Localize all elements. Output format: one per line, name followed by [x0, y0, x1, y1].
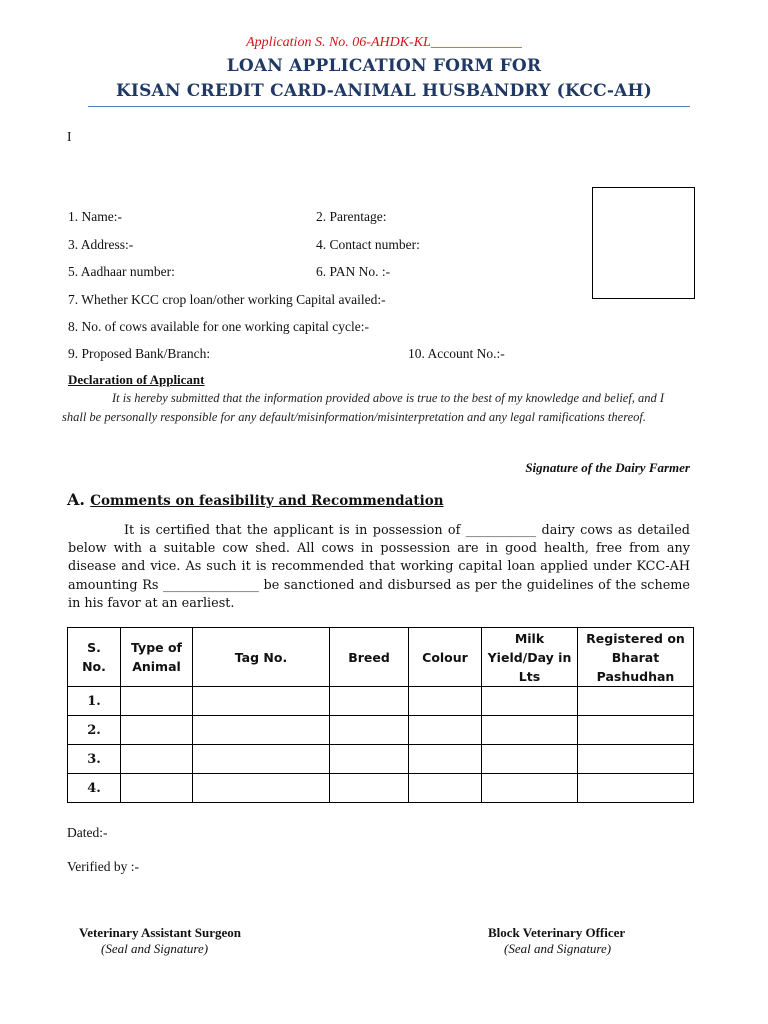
section-a-title: Comments on feasibility and Recommendation	[90, 493, 444, 509]
cell-colour[interactable]	[409, 716, 482, 745]
header-tag-no: Tag No.	[193, 628, 330, 687]
cell-tag[interactable]	[193, 716, 330, 745]
table-row	[68, 774, 694, 803]
field-name: 1. Name:-	[68, 209, 122, 224]
cell-colour[interactable]	[409, 687, 482, 716]
cell-registered[interactable]	[578, 774, 694, 803]
cell-type[interactable]	[121, 716, 193, 745]
intro-letter: I	[67, 129, 72, 144]
declaration-heading: Declaration of Applicant	[68, 372, 205, 387]
form-title-line-2: KISAN CREDIT CARD-ANIMAL HUSBANDRY (KCC-AH)	[115, 81, 653, 101]
cell-milk[interactable]	[482, 745, 578, 774]
field-pan-number: 6. PAN No. :-	[316, 264, 391, 279]
vas-seal-signature: (Seal and Signature)	[101, 941, 209, 956]
cell-milk[interactable]	[482, 687, 578, 716]
cell-tag[interactable]	[193, 687, 330, 716]
cell-breed[interactable]	[330, 774, 409, 803]
cell-type[interactable]	[121, 774, 193, 803]
animal-details-table	[67, 627, 694, 803]
header-milk-yield: Milk Yield/Day in Lts	[482, 628, 578, 687]
cell-milk[interactable]	[482, 716, 578, 745]
declaration-line-1: It is hereby submitted that the information provided above is true to the best of my knowledge and belief, and I	[112, 391, 665, 405]
cell-registered[interactable]	[578, 716, 694, 745]
dated-label: Dated:-	[67, 825, 108, 840]
row-number: 2.	[68, 716, 121, 745]
table-row	[68, 745, 694, 774]
field-account-number: 10. Account No.:-	[408, 346, 505, 361]
field-kcc-availed: 7. Whether KCC crop loan/other working Capital availed:-	[68, 292, 386, 307]
cell-breed[interactable]	[330, 745, 409, 774]
declaration-line-2: shall be personally responsible for any default/misinformation/misinterpretation and any legal ramifications thereof.	[62, 410, 646, 424]
cell-milk[interactable]	[482, 774, 578, 803]
bvo-signature-title: Block Veterinary Officer	[488, 925, 626, 940]
header-sno: S. No.	[68, 628, 121, 687]
row-number: 3.	[68, 745, 121, 774]
header-registered-bharat-pashudhan: Registered on Bharat Pashudhan	[578, 628, 694, 687]
application-serial-number: Application S. No. 06-AHDK-KL_____________	[246, 35, 522, 50]
vas-signature-title: Veterinary Assistant Surgeon	[79, 925, 242, 940]
field-proposed-bank: 9. Proposed Bank/Branch:	[68, 346, 211, 361]
cell-breed[interactable]	[330, 687, 409, 716]
farmer-signature-label: Signature of the Dairy Farmer	[525, 460, 690, 475]
bvo-seal-signature: (Seal and Signature)	[504, 941, 612, 956]
section-a-heading	[67, 490, 444, 509]
table-row	[68, 687, 694, 716]
cell-tag[interactable]	[193, 774, 330, 803]
field-contact-number: 4. Contact number:	[316, 237, 420, 252]
field-cows-available: 8. No. of cows available for one working capital cycle:-	[68, 319, 370, 334]
form-title-line-1: LOAN APPLICATION FORM FOR	[226, 56, 542, 76]
cell-type[interactable]	[121, 745, 193, 774]
header-type-of-animal: Type of Animal	[121, 628, 193, 687]
header-colour: Colour	[409, 628, 482, 687]
cell-registered[interactable]	[578, 745, 694, 774]
cell-breed[interactable]	[330, 716, 409, 745]
cell-tag[interactable]	[193, 745, 330, 774]
row-number: 4.	[68, 774, 121, 803]
field-address: 3. Address:-	[68, 237, 134, 252]
row-number: 1.	[68, 687, 121, 716]
section-a-letter: A.	[67, 490, 85, 509]
field-aadhaar-number: 5. Aadhaar number:	[68, 264, 175, 279]
title-divider	[88, 106, 690, 107]
recommendation-text: It is certified that the applicant is in possession of ___________ dairy cows as detailed below with a suitable cow shed. All cows in possession are in good health, free from any disease and vice. As such it is recommended that working capital loan applied under KCC-AH amounting Rs _______________ be sanctioned and disbursed as per the guidelines of the scheme in his favor at an earliest.	[68, 523, 690, 611]
header-breed: Breed	[330, 628, 409, 687]
cell-colour[interactable]	[409, 745, 482, 774]
table-header-row	[68, 628, 694, 687]
cell-colour[interactable]	[409, 774, 482, 803]
field-parentage: 2. Parentage:	[316, 209, 387, 224]
table-row	[68, 716, 694, 745]
cell-type[interactable]	[121, 687, 193, 716]
cell-registered[interactable]	[578, 687, 694, 716]
verified-by-label: Verified by :-	[67, 859, 139, 874]
photo-box	[592, 187, 695, 299]
recommendation-paragraph	[68, 522, 690, 613]
